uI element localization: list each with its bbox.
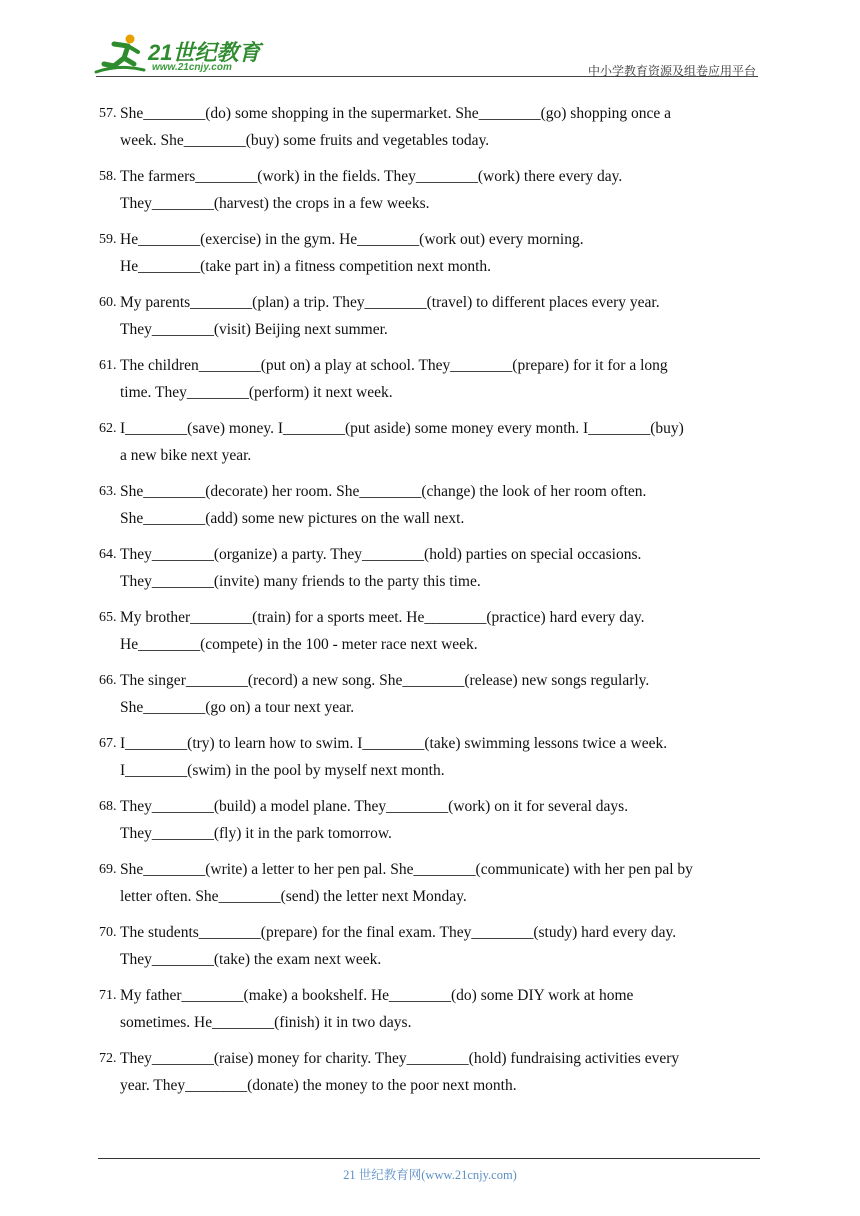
question-text-line: They________(harvest) the crops in a few weeks. — [120, 195, 430, 212]
question-text-line: She________(do) some shopping in the supermarket. She________(go) shopping once a — [120, 105, 672, 122]
question-item — [99, 982, 763, 1036]
question-item — [99, 667, 763, 721]
question-item — [99, 100, 763, 154]
question-number: 62. — [99, 421, 117, 436]
logo-url: www.21cnjy.com — [152, 62, 232, 73]
question-number: 64. — [99, 547, 117, 562]
question-text-line: She________(go on) a tour next year. — [120, 699, 355, 716]
platform-tagline: 中小学教育资源及组卷应用平台 — [587, 64, 756, 78]
question-text-line: They________(build) a model plane. They________(work) on it for several days. — [120, 798, 629, 815]
question-text-line: They________(invite) many friends to the party this time. — [120, 573, 481, 590]
question-text-line: She________(add) some new pictures on the wall next. — [120, 510, 465, 527]
question-text-line: He________(exercise) in the gym. He________(work out) every morning. — [120, 231, 584, 248]
question-item — [99, 289, 763, 343]
header-divider — [96, 76, 758, 77]
question-item — [99, 919, 763, 973]
question-text-line: They________(raise) money for charity. They________(hold) fundraising activities every — [120, 1050, 680, 1067]
question-text-line: They________(take) the exam next week. — [120, 951, 382, 968]
footer-text: 21 世纪教育网(www.21cnjy.com) — [343, 1168, 517, 1182]
question-number: 65. — [99, 610, 117, 625]
question-text-line: She________(write) a letter to her pen pal. She________(communicate) with her pen pal by — [120, 861, 693, 878]
question-text-line: sometimes. He________(finish) it in two days. — [120, 1014, 412, 1031]
question-text-line: I________(try) to learn how to swim. I________(take) swimming lessons twice a week. — [120, 735, 668, 752]
question-item — [99, 856, 763, 910]
question-item — [99, 604, 763, 658]
question-number: 60. — [99, 295, 117, 310]
page-header — [0, 0, 860, 80]
question-number: 69. — [99, 862, 117, 877]
question-text-line: letter often. She________(send) the letter next Monday. — [120, 888, 467, 905]
runner-logo-icon — [94, 34, 146, 76]
question-item — [99, 352, 763, 406]
logo-text: 21世纪教育 — [148, 40, 261, 65]
question-item — [99, 478, 763, 532]
question-text-line: My brother________(train) for a sports meet. He________(practice) hard every day. — [120, 609, 645, 626]
question-number: 71. — [99, 988, 117, 1003]
question-text-line: The children________(put on) a play at school. They________(prepare) for it for a long — [120, 357, 668, 374]
question-item — [99, 730, 763, 784]
question-number: 58. — [99, 169, 117, 184]
question-text-line: week. She________(buy) some fruits and vegetables today. — [120, 132, 490, 149]
question-item — [99, 1045, 763, 1099]
question-text-line: a new bike next year. — [120, 447, 252, 464]
question-text-line: She________(decorate) her room. She________(change) the look of her room often. — [120, 483, 647, 500]
question-item — [99, 415, 763, 469]
question-number: 61. — [99, 358, 117, 373]
question-number: 66. — [99, 673, 117, 688]
question-number: 57. — [99, 106, 117, 121]
question-text-line: The singer________(record) a new song. She________(release) new songs regularly. — [120, 672, 650, 689]
question-text-line: They________(fly) it in the park tomorrow. — [120, 825, 392, 842]
question-text-line: He________(compete) in the 100 - meter race next week. — [120, 636, 478, 653]
question-item — [99, 541, 763, 595]
question-number: 67. — [99, 736, 117, 751]
question-text-line: My parents________(plan) a trip. They________(travel) to different places every year. — [120, 294, 660, 311]
question-number: 59. — [99, 232, 117, 247]
footer-divider — [98, 1158, 760, 1159]
question-number: 72. — [99, 1051, 117, 1066]
question-list — [99, 100, 763, 1108]
question-text-line: He________(take part in) a fitness competition next month. — [120, 258, 492, 275]
question-text-line: My father________(make) a bookshelf. He________(do) some DIY work at home — [120, 987, 634, 1004]
question-number: 70. — [99, 925, 117, 940]
question-text-line: The farmers________(work) in the fields. They________(work) there every day. — [120, 168, 623, 185]
question-text-line: time. They________(perform) it next week. — [120, 384, 393, 401]
question-text-line: The students________(prepare) for the final exam. They________(study) hard every day. — [120, 924, 677, 941]
question-item — [99, 163, 763, 217]
question-item — [99, 793, 763, 847]
question-item — [99, 226, 763, 280]
question-text-line: I________(swim) in the pool by myself next month. — [120, 762, 445, 779]
logo — [94, 34, 264, 78]
question-number: 63. — [99, 484, 117, 499]
question-text-line: I________(save) money. I________(put aside) some money every month. I________(buy) — [120, 420, 684, 437]
question-text-line: They________(organize) a party. They________(hold) parties on special occasions. — [120, 546, 642, 563]
question-text-line: year. They________(donate) the money to the poor next month. — [120, 1077, 517, 1094]
question-number: 68. — [99, 799, 117, 814]
question-text-line: They________(visit) Beijing next summer. — [120, 321, 388, 338]
